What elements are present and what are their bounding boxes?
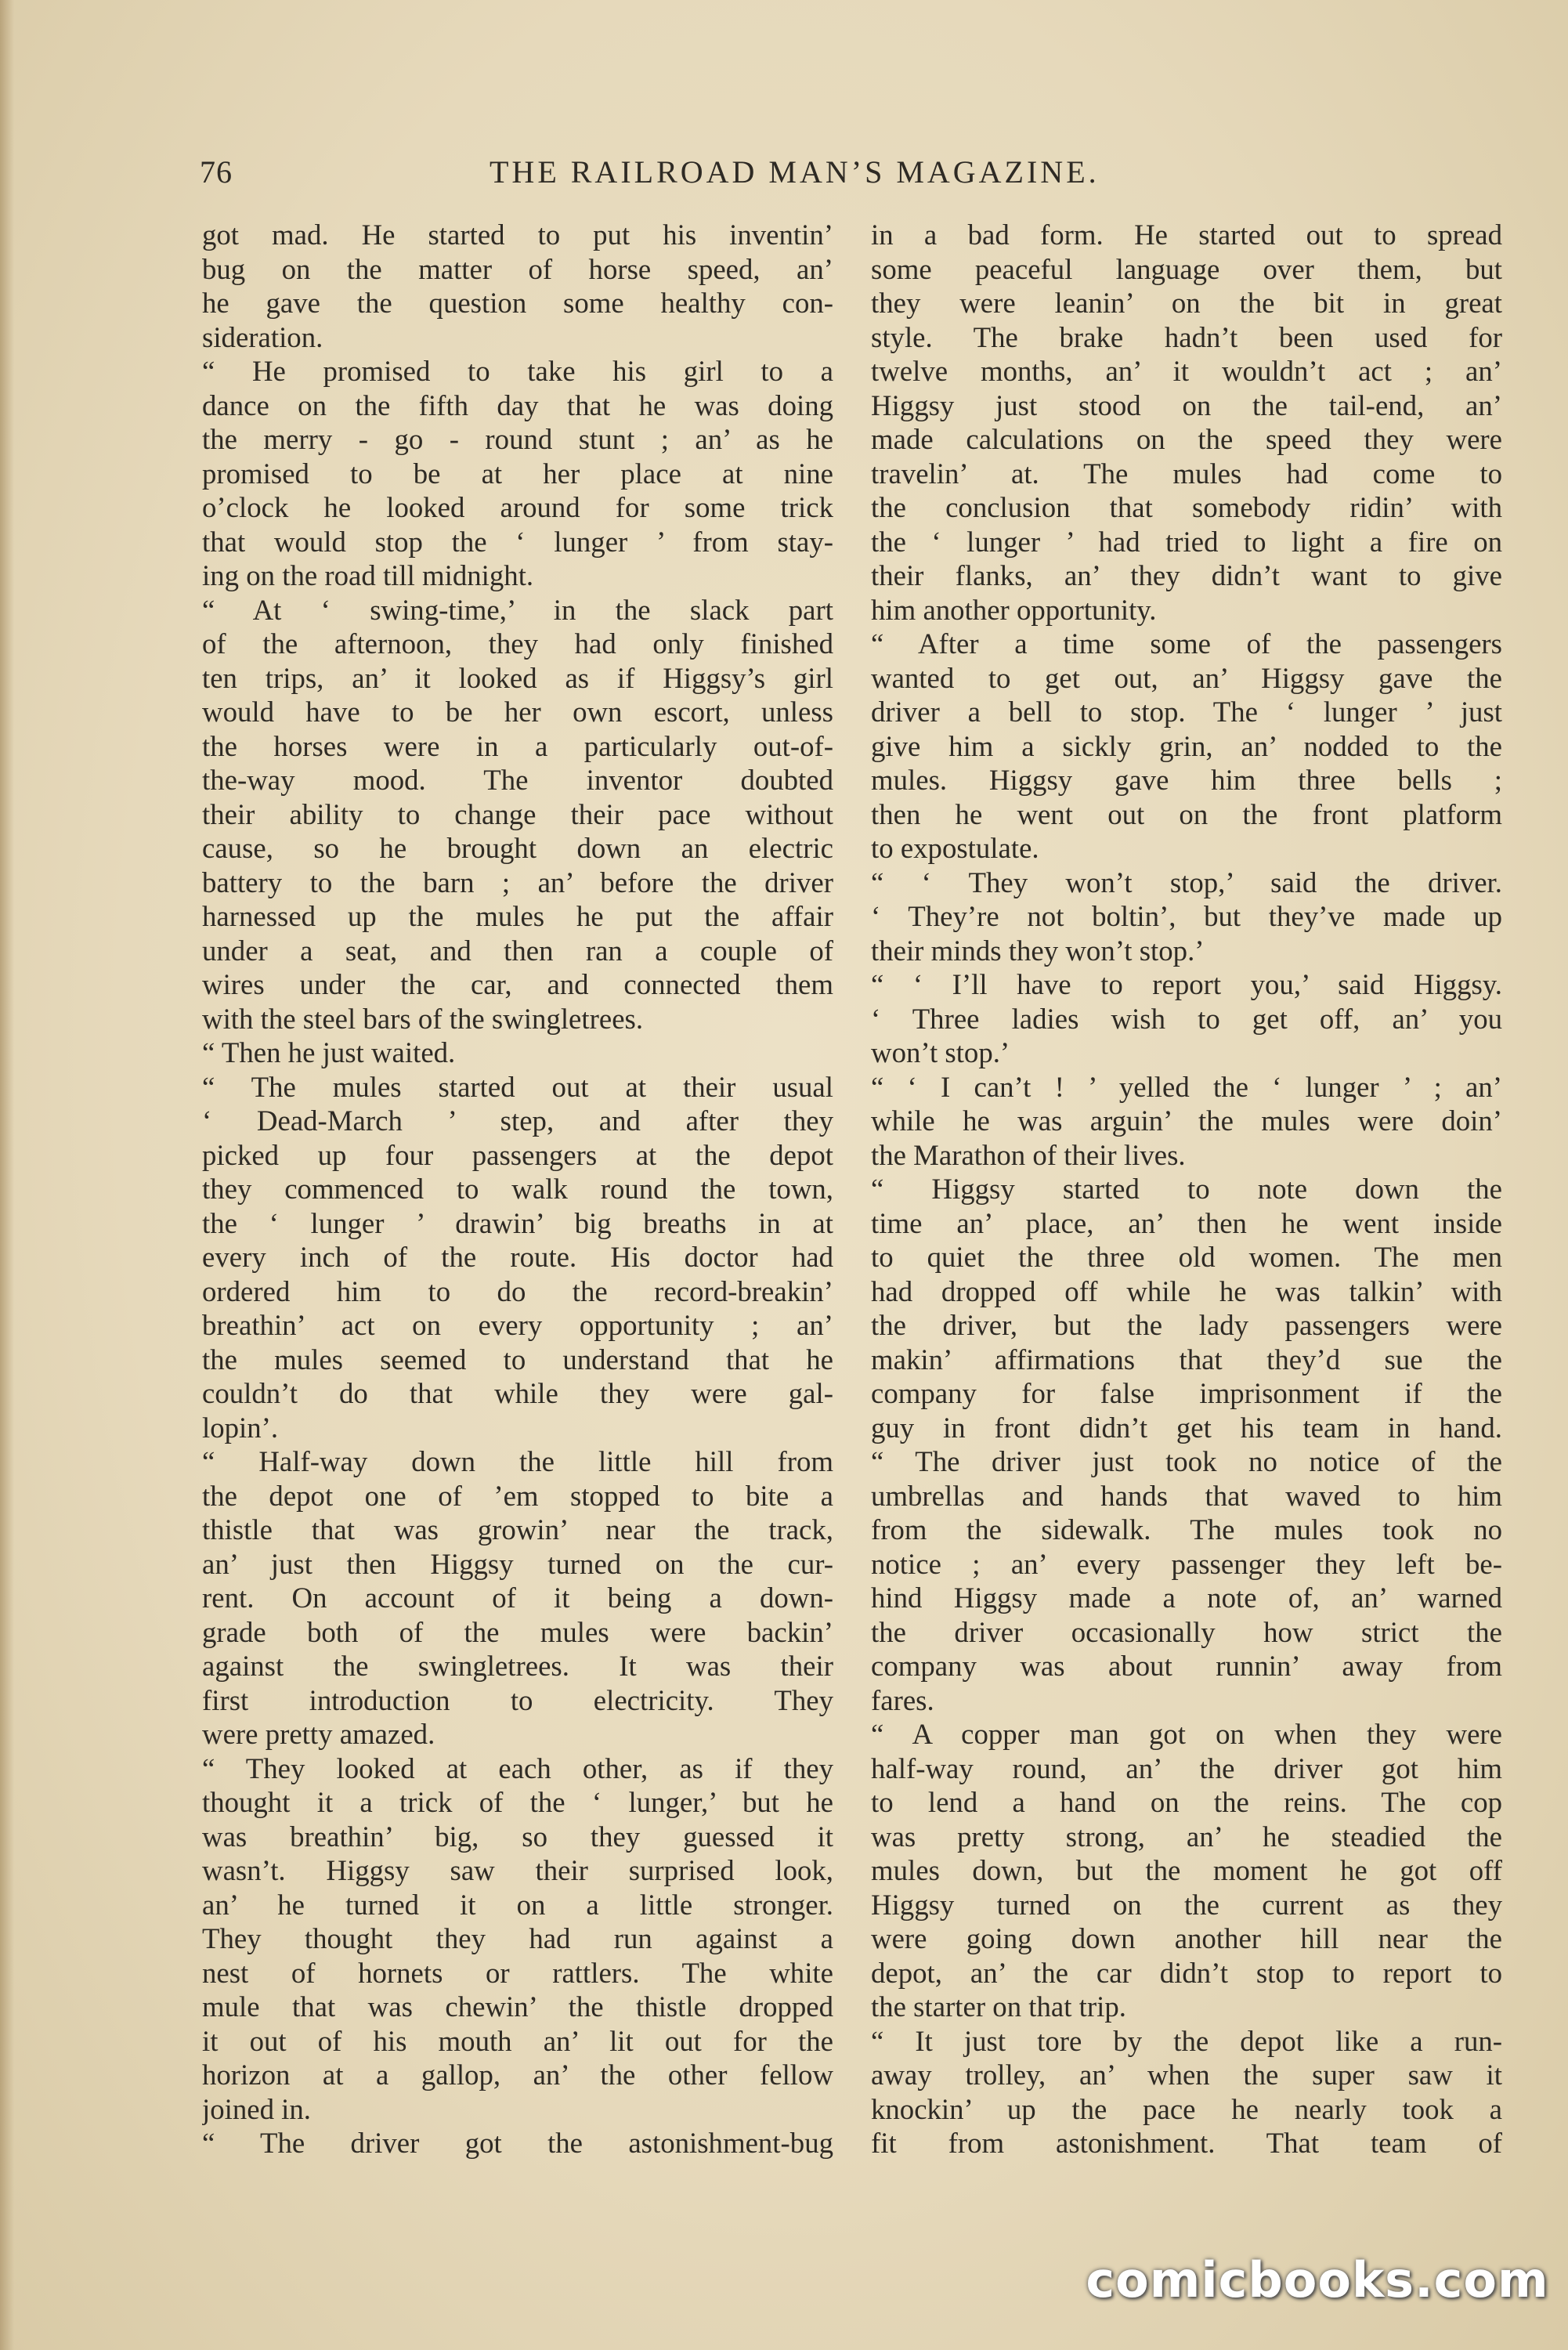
text-line: “ The driver got the astonishment-bug [202, 2127, 833, 2159]
text-line: under a seat, and then ran a couple of [202, 934, 833, 967]
text-line: they commenced to walk round the town, [202, 1173, 833, 1205]
text-line: of the afternoon, they had only finished [202, 627, 833, 660]
left-text-column [202, 218, 833, 2160]
text-line: umbrellas and hands that waved to him [871, 1479, 1502, 1512]
text-line: won’t stop.’ [871, 1036, 1010, 1068]
text-line: company for false imprisonment if the [871, 1377, 1502, 1409]
text-line: were going down another hill near the [871, 1922, 1502, 1954]
text-line: the-way mood. The inventor doubted [202, 764, 833, 796]
text-line: “ The driver just took no notice of the [871, 1445, 1502, 1477]
text-line: the merry - go - round stunt ; an’ as he [202, 423, 833, 455]
text-line: guy in front didn’t get his team in hand. [871, 1411, 1502, 1444]
text-line: that would stop the ‘ lunger ’ from stay- [202, 525, 833, 558]
text-line: makin’ affirmations that they’d sue the [871, 1343, 1502, 1376]
text-line: travelin’ at. The mules had come to [871, 457, 1502, 490]
text-line: “ At ‘ swing-time,’ in the slack part [202, 593, 833, 626]
text-line: the horses were in a particularly out-of- [202, 729, 833, 762]
text-line: rent. On account of it being a down- [202, 1582, 833, 1614]
text-line: the ‘ lunger ’ drawin’ big breaths in at [202, 1206, 833, 1239]
text-line: the starter on that trip. [871, 1990, 1126, 2023]
text-line: then he went out on the front platform [871, 797, 1502, 830]
text-line: it out of his mouth an’ lit out for the [202, 2024, 833, 2057]
text-line: mules. Higgsy gave him three bells ; [871, 764, 1502, 796]
text-line: time an’ place, an’ then he went inside [871, 1206, 1502, 1239]
text-line: mule that was chewin’ the thistle dropped [202, 1990, 833, 2023]
text-line: fares. [871, 1683, 934, 1716]
text-line: Higgsy just stood on the tail-end, an’ [871, 389, 1502, 421]
text-line: wasn’t. Higgsy saw their surprised look, [202, 1854, 833, 1886]
text-line: “ A copper man got on when they were [871, 1718, 1502, 1750]
text-line: “ He promised to take his girl to a [202, 355, 833, 387]
text-line: give him a sickly grin, an’ nodded to the [871, 729, 1502, 762]
running-title: THE RAILROAD MAN’S MAGAZINE. [490, 154, 1100, 190]
text-line: ‘ Three ladies wish to get off, an’ you [871, 1002, 1502, 1035]
text-line: the Marathon of their lives. [871, 1138, 1186, 1171]
text-line: “ It just tore by the depot like a run- [871, 2024, 1502, 2057]
text-line: they were leanin’ on the bit in great [871, 287, 1502, 319]
text-line: mules down, but the moment he got off [871, 1854, 1502, 1886]
text-line: was breathin’ big, so they guessed it [202, 1820, 833, 1853]
text-line: sideration. [202, 320, 323, 353]
text-line: thistle that was growin’ near the track, [202, 1513, 833, 1546]
text-line: away trolley, an’ when the super saw it [871, 2059, 1502, 2091]
right-text-column [871, 218, 1502, 2160]
text-line: ing on the road till midnight. [202, 559, 534, 591]
text-line: an’ he turned it on a little stronger. [202, 1888, 833, 1921]
text-line: hind Higgsy made a note of, an’ warned [871, 1582, 1502, 1614]
text-line: the mules seemed to understand that he [202, 1343, 833, 1376]
text-line: nest of hornets or rattlers. The white [202, 1956, 833, 1989]
text-line: would have to be her own escort, unless [202, 696, 833, 728]
text-line: Higgsy turned on the current as they [871, 1888, 1502, 1921]
text-line: to lend a hand on the reins. The cop [871, 1786, 1502, 1818]
text-line: harnessed up the mules he put the affair [202, 900, 833, 932]
text-line: he gave the question some healthy con- [202, 287, 833, 319]
text-line: made calculations on the speed they were [871, 423, 1502, 455]
text-line: horizon at a gallop, an’ the other fellow [202, 2059, 833, 2091]
text-line: the driver, but the lady passengers were [871, 1309, 1502, 1341]
text-line: driver a bell to stop. The ‘ lunger ’ just [871, 696, 1502, 728]
text-line: style. The brake hadn’t been used for [871, 320, 1502, 353]
text-line: twelve months, an’ it wouldn’t act ; an’ [871, 355, 1502, 387]
text-line: the conclusion that somebody ridin’ with [871, 491, 1502, 523]
text-line: “ ‘ I can’t ! ’ yelled the ‘ lunger ’ ; an’ [871, 1070, 1502, 1103]
text-line: wanted to get out, an’ Higgsy gave the [871, 661, 1502, 694]
page-number: 76 [200, 154, 233, 190]
text-line: ten trips, an’ it looked as if Higgsy’s girl [202, 661, 833, 694]
site-watermark: comicbooks.com [1086, 2251, 1549, 2308]
text-line: bug on the matter of horse speed, an’ [202, 252, 833, 285]
text-line: battery to the barn ; an’ before the driver [202, 866, 833, 898]
text-line: “ Higgsy started to note down the [871, 1173, 1502, 1205]
text-line: “ ‘ I’ll have to report you,’ said Higgsy. [871, 968, 1502, 1000]
text-line: “ The mules started out at their usual [202, 1070, 833, 1103]
text-line: knockin’ up the pace he nearly took a [871, 2092, 1502, 2125]
text-line: with the steel bars of the swingletrees. [202, 1002, 644, 1035]
text-line: half-way round, an’ the driver got him [871, 1752, 1502, 1784]
text-line: breathin’ act on every opportunity ; an’ [202, 1309, 833, 1341]
text-line: ordered him to do the record-breakin’ [202, 1274, 833, 1307]
text-line: ‘ Dead-March ’ step, and after they [202, 1104, 833, 1137]
text-line: picked up four passengers at the depot [202, 1138, 833, 1171]
text-line: “ After a time some of the passengers [871, 627, 1502, 660]
text-line: cause, so he brought down an electric [202, 832, 833, 864]
text-line: company was about runnin’ away from [871, 1650, 1502, 1682]
text-line: notice ; an’ every passenger they left be- [871, 1547, 1502, 1580]
text-line: some peaceful language over them, but [871, 252, 1502, 285]
text-line: fit from astonishment. That team of [871, 2127, 1502, 2159]
text-line: wires under the car, and connected them [202, 968, 833, 1000]
text-line: lopin’. [202, 1411, 279, 1444]
text-line: “ ‘ They won’t stop,’ said the driver. [871, 866, 1502, 898]
text-line: grade both of the mules were backin’ [202, 1615, 833, 1648]
text-line: their flanks, an’ they didn’t want to give [871, 559, 1502, 591]
text-line: the depot one of ’em stopped to bite a [202, 1479, 833, 1512]
text-line: to quiet the three old women. The men [871, 1241, 1502, 1273]
text-line: the driver occasionally how strict the [871, 1615, 1502, 1648]
text-line: every inch of the route. His doctor had [202, 1241, 833, 1273]
text-line: against the swingletrees. It was their [202, 1650, 833, 1682]
text-line: thought it a trick of the ‘ lunger,’ but he [202, 1786, 833, 1818]
text-line: “ Half-way down the little hill from [202, 1445, 833, 1477]
text-line: were pretty amazed. [202, 1718, 435, 1750]
text-line: the ‘ lunger ’ had tried to light a fire on [871, 525, 1502, 558]
text-line: “ They looked at each other, as if they [202, 1752, 833, 1784]
text-line: couldn’t do that while they were gal- [202, 1377, 833, 1409]
text-line: their ability to change their pace without [202, 797, 833, 830]
page-header [200, 154, 1484, 201]
text-line: o’clock he looked around for some trick [202, 491, 833, 523]
text-line: an’ just then Higgsy turned on the cur- [202, 1547, 833, 1580]
text-line: was pretty strong, an’ he steadied the [871, 1820, 1502, 1853]
text-line: “ Then he just waited. [202, 1036, 456, 1068]
text-line: first introduction to electricity. They [202, 1683, 833, 1716]
text-line: their minds they won’t stop.’ [871, 934, 1205, 967]
text-line: in a bad form. He started out to spread [871, 219, 1502, 251]
text-line: while he was arguin’ the mules were doin’ [871, 1104, 1502, 1137]
text-line: to expostulate. [871, 832, 1039, 864]
text-line: promised to be at her place at nine [202, 457, 833, 490]
text-line: had dropped off while he was talkin’ with [871, 1274, 1502, 1307]
text-line: ‘ They’re not boltin’, but they’ve made up [871, 900, 1502, 932]
page-spine-edge [0, 0, 14, 2350]
text-line: from the sidewalk. The mules took no [871, 1513, 1502, 1546]
text-line: him another opportunity. [871, 593, 1157, 626]
text-line: dance on the fifth day that he was doing [202, 389, 833, 421]
text-line: They thought they had run against a [202, 1922, 833, 1954]
text-line: got mad. He started to put his inventin’ [202, 219, 833, 251]
text-line: joined in. [202, 2092, 311, 2125]
text-line: depot, an’ the car didn’t stop to report to [871, 1956, 1502, 1989]
